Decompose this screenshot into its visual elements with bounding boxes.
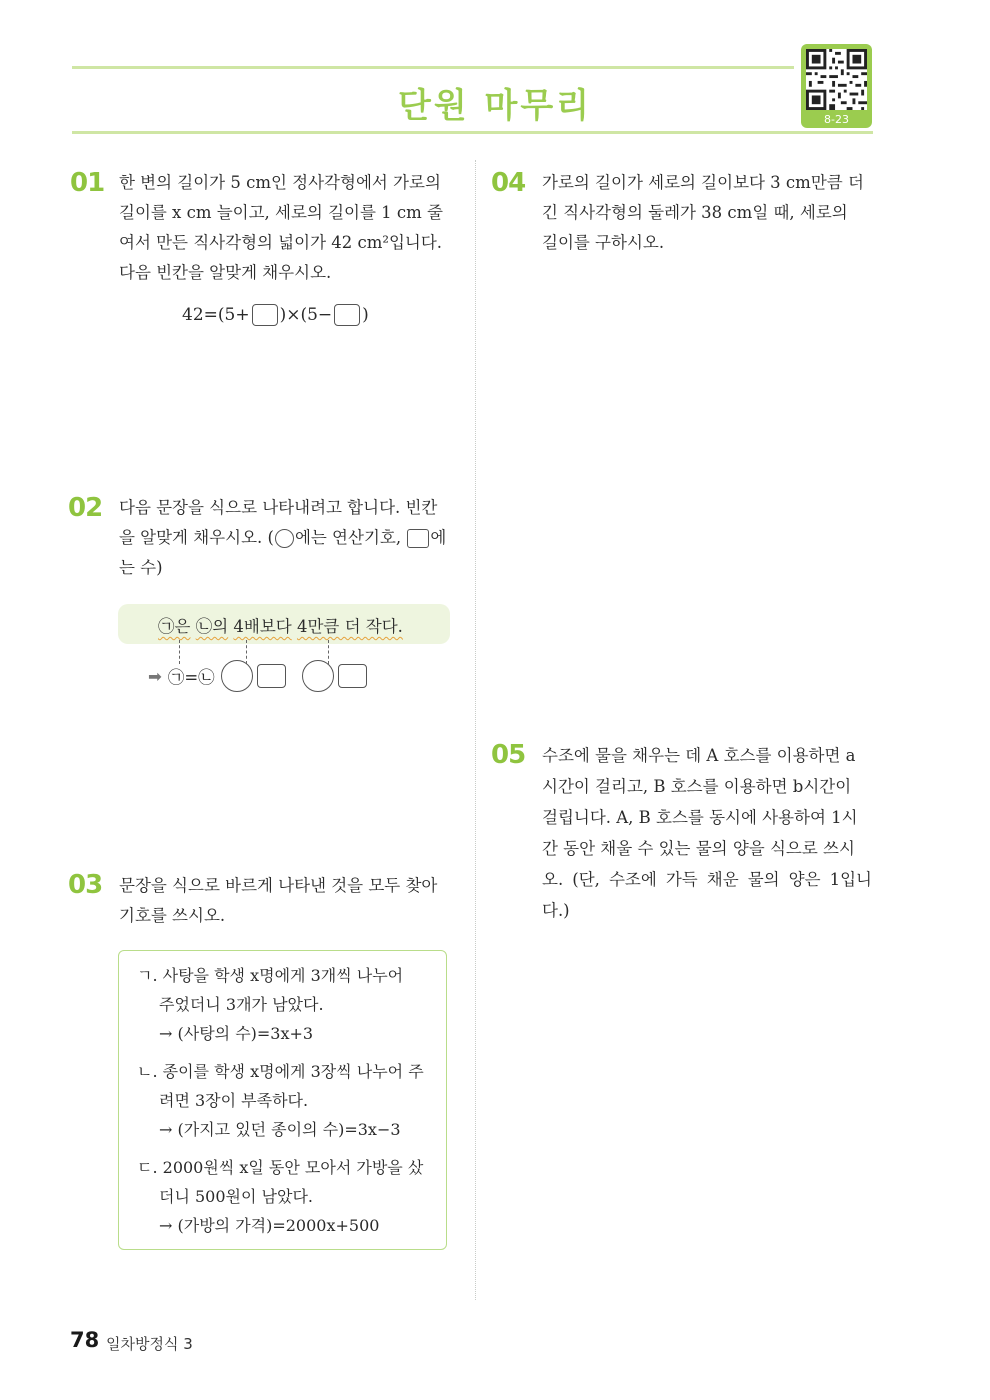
problem-number: 05 [491, 740, 526, 770]
text-line [119, 523, 449, 553]
option-line [137, 1153, 423, 1182]
option-text: 종이를 학생 x명에게 3장씩 나누어 주 [162, 1062, 424, 1081]
operator-blank-2[interactable] [302, 660, 334, 692]
text-line: 가로의 길이가 세로의 길이보다 3 cm만큼 더 [542, 173, 864, 192]
option-line: 주었더니 3개가 남았다. [159, 995, 324, 1014]
number-blank-2[interactable] [338, 664, 367, 688]
operator-blank-1[interactable] [221, 660, 253, 692]
text-line: 문장을 식으로 바르게 나타낸 것을 모두 찾아 [119, 876, 438, 895]
option-text: 사탕을 학생 x명에게 3개씩 나누어 [162, 966, 404, 985]
sentence-part-c: 4배보다 [233, 617, 292, 636]
problem-number: 02 [68, 493, 103, 523]
text-line: 한 변의 길이가 5 cm인 정사각형에서 가로의 [119, 173, 441, 192]
qr-label: 8-23 [824, 113, 849, 126]
answer-blank-2[interactable] [334, 304, 360, 326]
formula-right: ) [362, 305, 369, 325]
sentence-part-a: ㉠은 [158, 617, 191, 636]
qr-code-icon [806, 49, 867, 110]
option-result: → (가지고 있던 종이의 수)=3x−3 [159, 1120, 401, 1139]
text-line: 간 동안 채울 수 있는 물의 양을 식으로 쓰시 [542, 839, 855, 858]
problem-02-text [119, 493, 449, 583]
sentence-text [158, 613, 403, 637]
page-title: 단원 마무리 [397, 86, 593, 126]
text-line: 긴 직사각형의 둘레가 38 cm일 때, 세로의 [542, 203, 848, 222]
text-line: 여서 만든 직사각형의 넓이가 42 cm²입니다. [119, 233, 443, 252]
option-text: 2000원씩 x일 동안 모아서 가방을 샀 [162, 1158, 424, 1177]
arrow-icon: ➡ [148, 666, 162, 686]
problem-02-answer [148, 658, 369, 694]
option-line [137, 961, 403, 990]
problem-05-text [542, 740, 872, 926]
formula-mid: )×(5− [279, 305, 333, 325]
option-result: → (사탕의 수)=3x+3 [159, 1024, 314, 1043]
text-line: 걸립니다. A, B 호스를 동시에 사용하여 1시 [542, 808, 858, 827]
text-line: 오. (단, 수조에 가득 채운 물의 양은 1입니다.) [542, 870, 872, 920]
text-line: 기호를 쓰시오. [119, 906, 226, 925]
text-line: 길이를 구하시오. [542, 233, 665, 252]
header-rule-top [72, 66, 794, 69]
option-item[interactable] [137, 1057, 424, 1144]
option-result: → (가방의 가격)=2000x+500 [159, 1216, 380, 1235]
qr-code-badge[interactable] [801, 44, 872, 128]
option-line: 더니 500원이 남았다. [159, 1187, 313, 1206]
answer-lhs: ㉠=㉡ [167, 668, 215, 687]
sentence-part-d: 4만큼 더 작다. [296, 617, 403, 636]
option-label: ㄷ. [137, 1158, 158, 1177]
options-box [118, 950, 447, 1250]
operator-circle-icon [275, 529, 294, 548]
answer-blank-1[interactable] [252, 304, 278, 326]
option-item[interactable] [137, 1153, 423, 1240]
option-label: ㄱ. [137, 966, 158, 985]
text-line: 시간이 걸리고, B 호스를 이용하면 b시간이 [542, 777, 852, 796]
section-title: 일차방정식 3 [106, 1335, 193, 1353]
text-span: 을 알맞게 채우시오. ( [119, 528, 274, 547]
option-line: 려면 3장이 부족하다. [159, 1091, 309, 1110]
text-line: 는 수) [119, 558, 163, 577]
problem-01-formula [182, 304, 369, 326]
text-line: 다음 문장을 식으로 나타내려고 합니다. 빈칸 [119, 498, 438, 517]
option-item[interactable] [137, 961, 403, 1048]
sentence-part-b: ㉡의 [195, 617, 229, 636]
text-span: 에는 연산기호, [294, 528, 402, 547]
option-label: ㄴ. [137, 1062, 158, 1081]
number-blank-1[interactable] [257, 664, 286, 688]
problem-01-text [119, 168, 449, 288]
number-box-icon [407, 529, 429, 548]
page-number: 78 [70, 1328, 100, 1352]
option-line [137, 1057, 424, 1086]
header-rule-bottom [72, 131, 873, 134]
problem-03-text [119, 871, 449, 931]
column-divider [475, 160, 476, 1300]
text-line: 수조에 물을 채우는 데 A 호스를 이용하면 a [542, 746, 856, 765]
problem-number: 01 [70, 168, 105, 198]
sentence-box [118, 604, 450, 644]
problem-04-text [542, 168, 872, 258]
text-span: 에 [430, 528, 447, 547]
text-line: 길이를 x cm 늘이고, 세로의 길이를 1 cm 줄 [119, 203, 443, 222]
formula-left: 42=(5+ [182, 305, 250, 325]
problem-number: 03 [68, 870, 103, 900]
problem-number: 04 [491, 168, 526, 198]
text-line: 다음 빈칸을 알맞게 채우시오. [119, 263, 332, 282]
